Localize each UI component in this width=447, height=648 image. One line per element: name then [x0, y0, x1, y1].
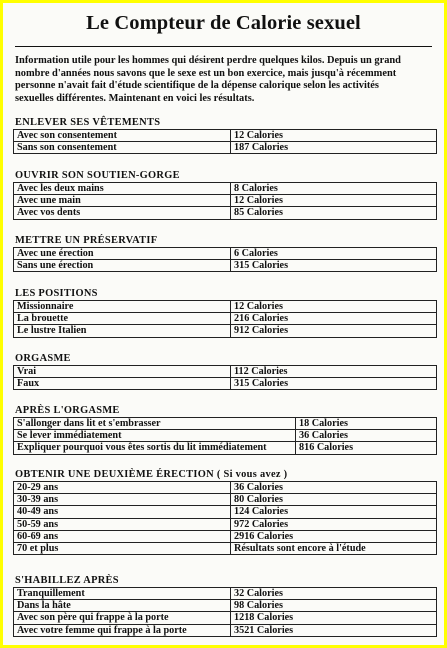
activity-cell: La brouette	[14, 313, 231, 325]
table-row	[14, 260, 437, 272]
section-title: S'HABILLEZ APRÈS	[15, 575, 119, 586]
page-title: Le Compteur de Calorie sexuel	[86, 12, 361, 34]
calorie-table	[13, 182, 437, 220]
activity-cell: Faux	[14, 378, 231, 390]
calories-cell: 6 Calories	[231, 248, 437, 260]
section-title: ENLEVER SES VÊTEMENTS	[15, 117, 161, 128]
calorie-table	[13, 417, 437, 455]
table-row	[14, 612, 437, 624]
calorie-section	[13, 353, 437, 390]
calories-cell: 2916 Calories	[231, 530, 437, 542]
table-row	[14, 183, 437, 195]
calorie-section	[13, 235, 437, 272]
table-row	[14, 301, 437, 313]
table-row	[14, 313, 437, 325]
table-row	[14, 248, 437, 260]
calories-cell: 315 Calories	[231, 378, 437, 390]
calorie-section	[13, 170, 437, 220]
calories-cell: 80 Calories	[231, 494, 437, 506]
calories-cell: 216 Calories	[231, 313, 437, 325]
calorie-section	[13, 117, 437, 154]
activity-cell: 20-29 ans	[14, 482, 231, 494]
table-row	[14, 325, 437, 337]
activity-cell: Missionnaire	[14, 301, 231, 313]
section-title: OBTENIR UNE DEUXIÈME ÉRECTION ( Si vous avez )	[15, 469, 288, 480]
calories-cell: 12 Calories	[231, 301, 437, 313]
table-row	[14, 378, 437, 390]
table-row	[14, 207, 437, 219]
activity-cell: Expliquer pourquoi vous êtes sortis du lit immédiatement	[14, 442, 296, 454]
calories-cell: 32 Calories	[231, 588, 437, 600]
calories-cell: 12 Calories	[231, 195, 437, 207]
activity-cell: Tranquillement	[14, 588, 231, 600]
table-row	[14, 542, 437, 554]
calorie-table	[13, 365, 437, 390]
calorie-section	[13, 575, 437, 637]
section-title: APRÈS L'ORGASME	[15, 405, 120, 416]
activity-cell: Avec une érection	[14, 248, 231, 260]
calories-cell: 3521 Calories	[231, 624, 437, 636]
activity-cell: Sans une érection	[14, 260, 231, 272]
section-title: LES POSITIONS	[15, 288, 98, 299]
section-title: OUVRIR SON SOUTIEN-GORGE	[15, 170, 180, 181]
activity-cell: Avec son père qui frappe à la porte	[14, 612, 231, 624]
activity-cell: 30-39 ans	[14, 494, 231, 506]
calorie-table	[13, 481, 437, 555]
calorie-section	[13, 405, 437, 455]
activity-cell: Avec une main	[14, 195, 231, 207]
calories-cell: 187 Calories	[231, 142, 437, 154]
table-row	[14, 482, 437, 494]
calories-cell: 315 Calories	[231, 260, 437, 272]
calories-cell: 85 Calories	[231, 207, 437, 219]
calories-cell: 124 Calories	[231, 506, 437, 518]
calories-cell: 36 Calories	[231, 482, 437, 494]
table-row	[14, 195, 437, 207]
calorie-table	[13, 300, 437, 338]
calories-cell: 8 Calories	[231, 183, 437, 195]
section-title: ORGASME	[15, 353, 71, 364]
table-row	[14, 142, 437, 154]
calorie-section	[13, 288, 437, 338]
activity-cell: 60-69 ans	[14, 530, 231, 542]
activity-cell: Avec vos dents	[14, 207, 231, 219]
calories-cell: 36 Calories	[296, 430, 437, 442]
activity-cell: Avec son consentement	[14, 130, 231, 142]
activity-cell: Sans son consentement	[14, 142, 231, 154]
table-row	[14, 418, 437, 430]
table-row	[14, 130, 437, 142]
activity-cell: 70 et plus	[14, 542, 231, 554]
activity-cell: Avec les deux mains	[14, 183, 231, 195]
activity-cell: 50-59 ans	[14, 518, 231, 530]
table-row	[14, 506, 437, 518]
table-row	[14, 518, 437, 530]
calories-cell: 912 Calories	[231, 325, 437, 337]
calories-cell: 18 Calories	[296, 418, 437, 430]
calories-cell: Résultats sont encore à l'étude	[231, 542, 437, 554]
title-divider	[15, 46, 432, 47]
section-title: METTRE UN PRÉSERVATIF	[15, 235, 158, 246]
table-row	[14, 430, 437, 442]
activity-cell: 40-49 ans	[14, 506, 231, 518]
calories-cell: 12 Calories	[231, 130, 437, 142]
table-row	[14, 624, 437, 636]
table-row	[14, 600, 437, 612]
activity-cell: Dans la hâte	[14, 600, 231, 612]
calories-cell: 1218 Calories	[231, 612, 437, 624]
calories-cell: 972 Calories	[231, 518, 437, 530]
calories-cell: 98 Calories	[231, 600, 437, 612]
table-row	[14, 442, 437, 454]
document-page	[3, 3, 444, 645]
activity-cell: Se lever immédiatement	[14, 430, 296, 442]
activity-cell: Vrai	[14, 366, 231, 378]
calorie-section	[13, 469, 437, 555]
table-row	[14, 588, 437, 600]
calorie-table	[13, 129, 437, 154]
calorie-table	[13, 247, 437, 272]
table-row	[14, 494, 437, 506]
table-row	[14, 366, 437, 378]
calorie-table	[13, 587, 437, 637]
intro-paragraph: Information utile pour les hommes qui désirent perdre quelques kilos. Depuis un grand nombre d'années nous savons que le sexe est un bon exercice, mais jusqu'à récemment personne n'avait fait d'étude scientifique de la dépense calorique selon les activités sexuelles différentes. Maintenant en voici les résultats.	[15, 55, 401, 104]
activity-cell: S'allonger dans lit et s'embrasser	[14, 418, 296, 430]
table-row	[14, 530, 437, 542]
calories-cell: 816 Calories	[296, 442, 437, 454]
calories-cell: 112 Calories	[231, 366, 437, 378]
activity-cell: Avec votre femme qui frappe à la porte	[14, 624, 231, 636]
activity-cell: Le lustre Italien	[14, 325, 231, 337]
